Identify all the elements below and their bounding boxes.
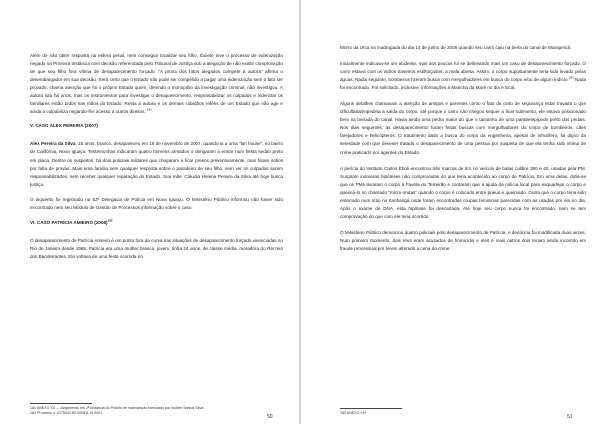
footnote-divider [30, 403, 92, 404]
paragraph: Morro da Urca na madrugada do dia 14 de junho de 2008 quando seu carro caiu na beira do canal de Marapendi. [340, 45, 572, 50]
footnote: 181 ANEXO XII — Julgamento em 2ª Instância do Pedido de Indenização formulado por Iboiete Santos Silva. [30, 406, 205, 410]
right-column [340, 44, 586, 253]
paragraph: O Ministério Público denunciou quatro policiais pelo desaparecimento de Patrícia. A denúncia foi modificada duas vezes. Num primeiro momento, dois réus eram acusados de homicídio e eles e mais outros dois teriam ainda incorrido em fraude processual por terem alterado a cena do crime. [340, 229, 586, 251]
left-page [0, 0, 299, 424]
paragraph: Além de não obter resposta na esfera penal, nem conseguir localizar seu filho, Iboiete teve o processo de indenização negado na Primeira Instância com decisão referendada pelo Tribunal de Justiça sob a alegação de não existir comprovação de que seu filho fora vítima de desaparecimento forçado. "A prova dos fatos alegados compete à autora" afirma o desembargador em sua decisão. Será certo que o Estado não pode ser compelido a pagar uma indenização sem o fato ser provado, chama atenção que foi o próprio Estado quem, detendo o monopólio da investigação criminal, não investigou. A autora luta há anos, mas os instrumentos para investigar o desaparecimento, responsabilizar os culpados e indenizar os familiares estão todos nas mãos do Estado. Resta à autora e os demais cidadãos reféns de um Estado que não age e ainda a culpabiliza negando-lhe acesso a outros direitos. $^{181}$ [30, 53, 283, 115]
paragraph: A perícia do Instituto Carlos Eboli encontrou três marcas de tiro no veículo de balas calibre 380 e 40, usadas pela PM. Surgiram inúmeras hipóteses não comprovadas do que teria acontecido ao corpo de Patrícia. Em uma delas, dizia-se que os PMs levaram o corpo à Favela do Terreirão e contaram que a ajuda da milícia local para esquartejar o corpo e queimá-lo no chamado "micro-ondas" quando o corpo é colocado entre pneus e queimado. Outra que o corpo teria sido enterrado num sítio no Itanhangá onde foram encontradas roupas femininas parecidas com as usadas por ela no dia. Após o exame de DNA, esta hipótese foi descartada. Até hoje seu corpo nunca foi encontrado, nem se tem comprovação do que com ele teria ocorrido. [340, 165, 586, 219]
paragraph: Inicialmente indicava-se um acidente, mas aos poucos foi se delineando mais um caso de desaparecimento forçado. O carro estava com os vidros traseiros estilhaçados, a mala aberta. Assim, o corpo supostamente teria sido levado pelas águas. Nadia seguinte, bombeiros fizeram busca com mergulhadores em busca do corpo e/ou de algum indício.$^{183}$ Nada foi encontrado. Foi solicitado, inclusive, informações à Marinha da Maré no dia e local. [340, 61, 587, 91]
page-number: 51 [567, 414, 573, 420]
page-number: 50 [267, 414, 273, 420]
left-column [30, 52, 283, 261]
right-page [301, 0, 600, 424]
footnotes [340, 411, 593, 416]
paragraph: Alex Pereira da Silva, 15 anos, branco, desapareceu em 18 de novembro de 2007, quando ia a uma "lan house", no bairro de Califórnia, Nova Iguaçu. Testemunhas indicaram quatro homens armados o obrigaram a entrar num fiesta sedan preto em placa. Dentre os suspeitos, há dois policiais militares que chegaram a ficar presos preventivamente, mas foram soltos por falta de provas. Mais uma família sem qualquer resposta sobre o paradeiro de seu filho, sem ver os culpados serem responsabilizados, nem receber qualquer reparação do Estado. Sua mãe, Cláudia Helena Pereira da Silva até hoje busca justiça. [30, 141, 283, 187]
footnote-divider [340, 408, 402, 409]
footnotes [30, 406, 283, 416]
footnote: 183 ANEXO XIV [340, 411, 367, 415]
paragraph: O inquérito foi registrado na 52ª Delegacia de Polícia em Nova Iguaçu. O Ministério Público informou não haver sido encontrado nem seu Módulo de Gestão de Processos informação sobre o caso. [30, 196, 283, 210]
paragraph: O desaparecimento de Patrícia Amieiro é um ponto fora da curva nas situações de desaparecimento forçado vivenciadas no Rio de Janeiro desde 1988. Patrícia era uma mulher branca, jovem, tinha 24 anos, de classe média, moradora do Recreio dos Bandeirantes. Ela voltava de uma festa ocorrida no [30, 237, 283, 259]
paragraph: Alguns detalhes chamavam a atenção de amigos e parentes como o fato do cinto de segurança estar travado o que dificultaria/impediria a saída do corpo, até porque o carro não chegou sequer a ficar submerso, ele estava posicionado bem na beirada do canal. Havia ainda uma pedra maior do que o tamanho de uma parabelepípedo preto dos pedais. Nos dias seguintes, as desaparecimento foram feitas buscas com mergulhadores do corpo de bombeiros, cães farejadores e helicópteros. O tratamento dado a busca do corpo da engenheira, apesar de infrutífero, foi digno da seriedade com que deveser tratado o desaparecimento de uma pessoa por suspeita de que ela tenha sido vítima de crime praticado por agentes do Estado. [340, 101, 586, 155]
section-heading: VI. CASO PATRÍCIA AMIEIRO $(2008)^{182}$ [30, 218, 113, 225]
footnote: 182 Processo n. 0175042-80.2008.8.19.0001 [30, 411, 103, 415]
footnote-ref: 181 [146, 107, 152, 112]
section-heading: V. CASO ALEX PEREIRA (2007) [30, 123, 98, 129]
